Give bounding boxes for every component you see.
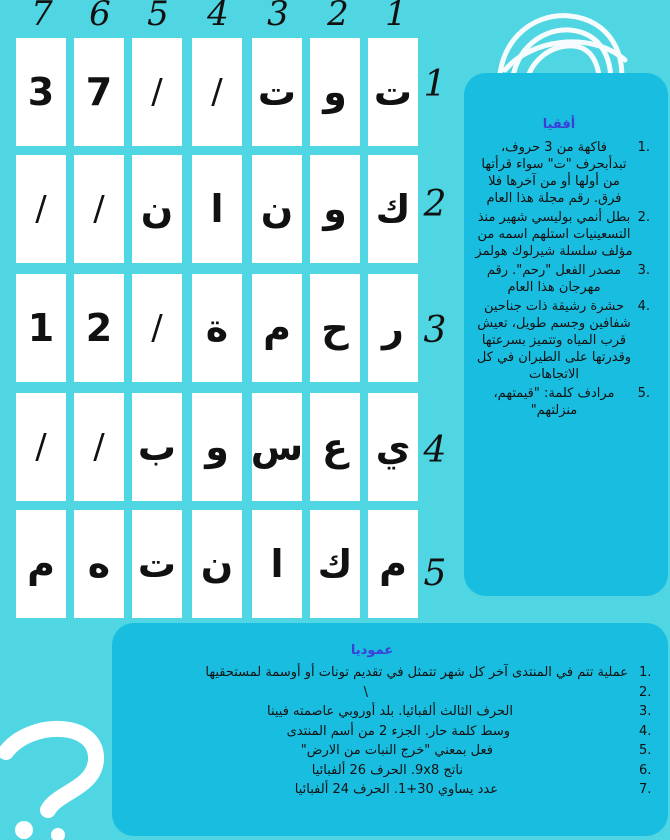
across-clue: [474, 209, 650, 260]
grid-cell[interactable]: ت: [368, 38, 418, 146]
column-number: 6: [89, 0, 111, 34]
column-number: 3: [267, 0, 289, 34]
down-clue: [112, 761, 668, 781]
clue-number: 5.: [639, 743, 652, 758]
grid-cell[interactable]: ي: [368, 393, 418, 501]
row-number: 4: [423, 430, 447, 471]
grid-cell[interactable]: ك: [310, 510, 360, 618]
clue-number: 7.: [639, 782, 652, 797]
clue-number: 1.: [637, 140, 650, 155]
clue-number: 5.: [637, 386, 650, 401]
grid-cell[interactable]: ن: [252, 155, 302, 263]
across-clue: [474, 262, 650, 296]
clue-text: فعل بمعني "خرج النبات من الارض": [300, 743, 493, 758]
across-clues-panel: [464, 73, 668, 596]
grid-cell[interactable]: ع: [310, 393, 360, 501]
column-number: 1: [385, 0, 407, 34]
clue-text: الحرف الثالث ألفبائيا. بلد أوروبي عاصمته فيينا: [266, 704, 513, 719]
grid-cell[interactable]: م: [368, 510, 418, 618]
clue-number: 6.: [639, 762, 652, 778]
column-number: 5: [147, 0, 169, 34]
column-number: 7: [31, 0, 53, 34]
clue-text: فاكهة من 3 حروف، تبدأبحرف "ت" سواء قرأتها من أولها أو من آخرها فلا فرق. رقم مجلة هذا العام: [481, 140, 627, 206]
clue-number: 2.: [639, 684, 652, 700]
grid-cell[interactable]: /: [16, 155, 66, 263]
down-heading: عموديا: [350, 643, 394, 658]
grid-cell[interactable]: م: [16, 510, 66, 618]
clue-number: 3.: [639, 704, 652, 719]
grid-cell[interactable]: /: [132, 274, 182, 382]
grid-cell[interactable]: و: [310, 155, 360, 263]
grid-cell[interactable]: ر: [368, 274, 418, 382]
row-number: 1: [423, 64, 447, 105]
grid-cell[interactable]: /: [192, 38, 242, 146]
clue-number: 1.: [639, 665, 652, 680]
across-heading: أفقيا: [542, 117, 576, 132]
grid-cell[interactable]: /: [16, 393, 66, 501]
grid-cell[interactable]: ا: [192, 155, 242, 263]
column-number: 4: [207, 0, 229, 34]
grid-cell[interactable]: ه: [74, 510, 124, 618]
across-clue-list: [474, 139, 650, 421]
down-clue: [112, 683, 668, 703]
across-clue: [474, 298, 650, 383]
clue-text: وسط كلمة حار. الجزء 2 من أسم المنتدى: [286, 723, 510, 739]
down-clue: [112, 741, 668, 761]
clue-text: \: [363, 684, 368, 700]
grid-cell[interactable]: ا: [252, 510, 302, 618]
grid-cell[interactable]: 3: [16, 38, 66, 146]
clue-number: 3.: [637, 263, 650, 278]
row-number: 5: [423, 553, 447, 594]
clue-number: 4.: [637, 299, 650, 314]
down-clues-panel: [112, 623, 668, 836]
grid-cell[interactable]: /: [74, 155, 124, 263]
clue-text: عملية تتم في المنتدى آخر كل شهر تتمثل في تقديم تونات أو أوسمة لمستحقيها: [205, 665, 628, 680]
grid-cell[interactable]: /: [74, 393, 124, 501]
grid-cell[interactable]: /: [132, 38, 182, 146]
clue-text: عدد يساوي 30+1. الحرف 24 ألفبائيا: [294, 782, 498, 797]
grid-cell[interactable]: س: [252, 393, 302, 501]
grid-cell[interactable]: ة: [192, 274, 242, 382]
across-clue: [474, 139, 650, 207]
grid-cell[interactable]: ت: [252, 38, 302, 146]
grid-cell[interactable]: ك: [368, 155, 418, 263]
clue-number: 4.: [639, 723, 652, 739]
row-number: 3: [423, 310, 447, 351]
down-clue: [112, 663, 668, 683]
grid-cell[interactable]: 1: [16, 274, 66, 382]
clue-text: حشرة رشيقة ذات جناحين شفافين وجسم طويل، تعيش قرب المياه وتتميز بسرعتها وقدرتها على الطيران في كل الاتجاهات: [476, 299, 632, 382]
grid-cell[interactable]: 7: [74, 38, 124, 146]
grid-cell[interactable]: ن: [132, 155, 182, 263]
across-clue: [474, 385, 650, 419]
grid-cell[interactable]: ن: [192, 510, 242, 618]
clue-text: مرادف كلمة: "قيمتهم، منزلتهم": [493, 386, 615, 418]
grid-cell[interactable]: و: [310, 38, 360, 146]
grid-cell[interactable]: ب: [132, 393, 182, 501]
grid-cell[interactable]: ت: [132, 510, 182, 618]
column-number: 2: [327, 0, 349, 34]
down-clue-list: [112, 663, 668, 800]
clue-text: بطل أنمي بوليسي شهير منذ التسعينيات استلهم اسمه من مؤلف سلسلة شيرلوك هولمز: [475, 210, 633, 259]
grid-cell[interactable]: م: [252, 274, 302, 382]
down-clue: [112, 722, 668, 742]
grid-cell[interactable]: 2: [74, 274, 124, 382]
row-number: 2: [423, 184, 447, 225]
question-mark-decoration: [0, 660, 120, 840]
grid-cell[interactable]: و: [192, 393, 242, 501]
down-clue: [112, 702, 668, 722]
clue-text: مصدر الفعل "رحم". رقم مهرجان هذا العام: [486, 263, 622, 295]
down-clue: [112, 780, 668, 800]
grid-cell[interactable]: ح: [310, 274, 360, 382]
clue-text: ناتج 9x8. الحرف 26 ألفبائيا: [311, 762, 463, 778]
clue-number: 2.: [637, 210, 650, 225]
